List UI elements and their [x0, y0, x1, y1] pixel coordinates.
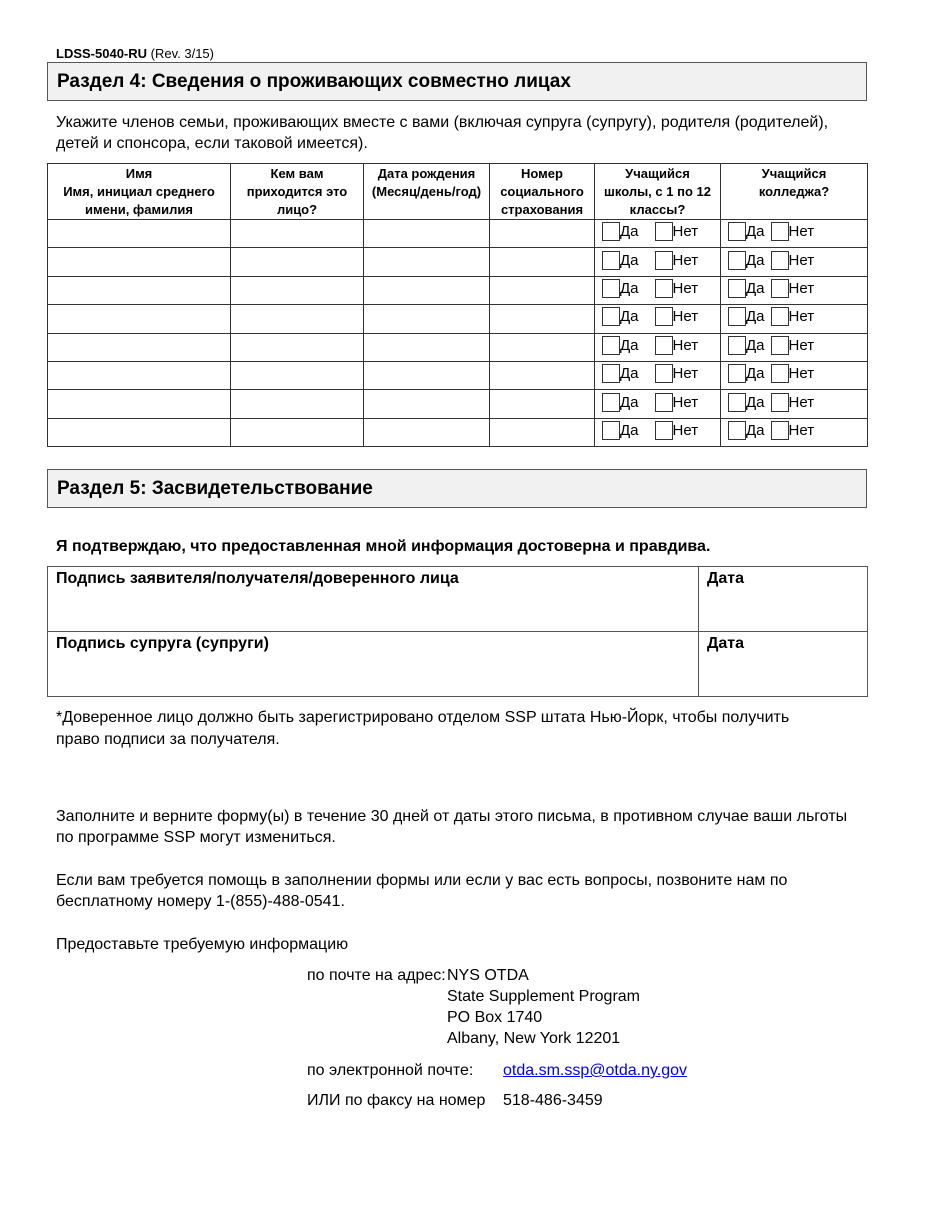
school-student-cell — [595, 276, 721, 304]
provide-info-heading: Предоставьте требуемую информацию — [56, 936, 349, 953]
college-no-label: Нет — [788, 223, 815, 241]
school-yes-label: Да — [620, 421, 639, 439]
college-yes-label: Да — [746, 421, 765, 439]
table-row — [48, 305, 868, 333]
college-yes-checkbox[interactable] — [728, 307, 746, 326]
college-yes-label: Да — [746, 279, 765, 297]
school-no-checkbox[interactable] — [655, 393, 673, 412]
college-student-cell — [721, 305, 868, 333]
ssn-cell[interactable] — [490, 418, 595, 446]
college-yes-label: Да — [746, 308, 765, 326]
college-student-cell — [721, 333, 868, 361]
college-yes-label: Да — [746, 251, 765, 269]
college-no-label: Нет — [788, 421, 815, 439]
school-yes-label: Да — [620, 393, 639, 411]
table-row — [48, 333, 868, 361]
college-yes-checkbox[interactable] — [728, 336, 746, 355]
name-cell[interactable] — [48, 390, 231, 418]
school-student-cell — [595, 390, 721, 418]
relationship-cell[interactable] — [231, 418, 364, 446]
school-yes-checkbox[interactable] — [602, 421, 620, 440]
mailing-address — [447, 965, 640, 1049]
college-no-checkbox[interactable] — [771, 222, 789, 241]
section-4-intro: Укажите членов семьи, проживающих вместе с вами (включая супруга (супругу), родителя (родителей), детей и спонсора, если таковой имеется). — [56, 114, 829, 152]
college-no-checkbox[interactable] — [771, 421, 789, 440]
school-no-checkbox[interactable] — [655, 336, 673, 355]
table-row — [48, 276, 868, 304]
spouse-date-field[interactable]: Дата — [699, 632, 868, 697]
address-line: State Supplement Program — [447, 988, 640, 1005]
college-yes-checkbox[interactable] — [728, 364, 746, 383]
ssn-cell[interactable] — [490, 305, 595, 333]
signature-row — [48, 567, 868, 632]
school-no-label: Нет — [672, 223, 699, 241]
college-yes-checkbox[interactable] — [728, 222, 746, 241]
birthdate-cell[interactable] — [364, 418, 490, 446]
birthdate-cell[interactable] — [364, 248, 490, 276]
school-no-label: Нет — [672, 365, 699, 383]
college-no-label: Нет — [788, 336, 815, 354]
name-cell[interactable] — [48, 276, 231, 304]
school-no-checkbox[interactable] — [655, 307, 673, 326]
signature-table — [47, 566, 868, 697]
table-row — [48, 418, 868, 446]
school-yes-label: Да — [620, 223, 639, 241]
school-no-checkbox[interactable] — [655, 222, 673, 241]
school-yes-label: Да — [620, 251, 639, 269]
school-yes-label: Да — [620, 365, 639, 383]
birthdate-cell[interactable] — [364, 390, 490, 418]
col-header-birthdate: Дата рождения (Месяц/день/год) — [364, 164, 490, 220]
college-yes-checkbox[interactable] — [728, 279, 746, 298]
school-no-label: Нет — [672, 308, 699, 326]
school-student-cell — [595, 418, 721, 446]
school-yes-checkbox[interactable] — [602, 251, 620, 270]
college-no-checkbox[interactable] — [771, 307, 789, 326]
school-yes-label: Да — [620, 279, 639, 297]
birthdate-cell[interactable] — [364, 305, 490, 333]
name-cell[interactable] — [48, 361, 231, 389]
address-line: Albany, New York 12201 — [447, 1030, 621, 1047]
applicant-signature-field[interactable]: Подпись заявителя/получателя/доверенного лица — [48, 567, 699, 632]
relationship-cell[interactable] — [231, 276, 364, 304]
college-student-cell — [721, 418, 868, 446]
school-yes-label: Да — [620, 336, 639, 354]
fax-label: ИЛИ по факсу на номер — [307, 1092, 486, 1109]
table-row — [48, 248, 868, 276]
table-row — [48, 220, 868, 248]
college-yes-label: Да — [746, 393, 765, 411]
ssn-cell[interactable] — [490, 361, 595, 389]
ssn-cell[interactable] — [490, 220, 595, 248]
ssn-cell[interactable] — [490, 390, 595, 418]
name-cell[interactable] — [48, 305, 231, 333]
spouse-signature-field[interactable]: Подпись супруга (супруги) — [48, 632, 699, 697]
col-header-name: Имя Имя, инициал среднего имени, фамилия — [48, 164, 231, 220]
name-cell[interactable] — [48, 418, 231, 446]
address-line: PO Box 1740 — [447, 1009, 543, 1026]
signature-row — [48, 632, 868, 697]
school-no-label: Нет — [672, 393, 699, 411]
ssn-cell[interactable] — [490, 248, 595, 276]
household-table-header — [48, 164, 868, 220]
college-no-checkbox[interactable] — [771, 336, 789, 355]
college-no-label: Нет — [788, 365, 815, 383]
section-5-header: Раздел 5: Засвидетельствование — [47, 469, 867, 508]
email-link[interactable]: otda.sm.ssp@otda.ny.gov — [503, 1062, 688, 1079]
school-yes-checkbox[interactable] — [602, 222, 620, 241]
birthdate-cell[interactable] — [364, 220, 490, 248]
email-label: по электронной почте: — [307, 1062, 474, 1079]
school-no-label: Нет — [672, 421, 699, 439]
school-no-label: Нет — [672, 279, 699, 297]
relationship-cell[interactable] — [231, 390, 364, 418]
form-revision: (Rev. 3/15) — [150, 46, 214, 61]
relationship-cell[interactable] — [231, 361, 364, 389]
college-yes-label: Да — [746, 336, 765, 354]
ssn-cell[interactable] — [490, 276, 595, 304]
school-student-cell — [595, 220, 721, 248]
school-student-cell — [595, 333, 721, 361]
college-student-cell — [721, 390, 868, 418]
birthdate-cell[interactable] — [364, 361, 490, 389]
ssn-cell[interactable] — [490, 333, 595, 361]
school-no-label: Нет — [672, 251, 699, 269]
college-no-checkbox[interactable] — [771, 251, 789, 270]
college-student-cell — [721, 248, 868, 276]
college-yes-checkbox[interactable] — [728, 421, 746, 440]
table-row — [48, 390, 868, 418]
certification-statement: Я подтверждаю, что предоставленная мной информация достоверна и правдива. — [56, 538, 711, 555]
school-no-label: Нет — [672, 336, 699, 354]
school-no-checkbox[interactable] — [655, 364, 673, 383]
relationship-cell[interactable] — [231, 333, 364, 361]
relationship-cell[interactable] — [231, 220, 364, 248]
college-yes-checkbox[interactable] — [728, 393, 746, 412]
college-no-checkbox[interactable] — [771, 364, 789, 383]
school-no-checkbox[interactable] — [655, 421, 673, 440]
fax-number: 518-486-3459 — [503, 1092, 603, 1109]
college-yes-label: Да — [746, 223, 765, 241]
college-no-label: Нет — [788, 279, 815, 297]
college-no-checkbox[interactable] — [771, 393, 789, 412]
form-id — [56, 46, 214, 61]
birthdate-cell[interactable] — [364, 333, 490, 361]
college-no-label: Нет — [788, 251, 815, 269]
school-student-cell — [595, 248, 721, 276]
applicant-date-field[interactable]: Дата — [699, 567, 868, 632]
col-header-relationship: Кем вам приходится это лицо? — [231, 164, 364, 220]
name-cell[interactable] — [48, 248, 231, 276]
college-student-cell — [721, 276, 868, 304]
school-student-cell — [595, 361, 721, 389]
school-yes-checkbox[interactable] — [602, 393, 620, 412]
college-student-cell — [721, 220, 868, 248]
birthdate-cell[interactable] — [364, 276, 490, 304]
college-no-checkbox[interactable] — [771, 279, 789, 298]
school-yes-checkbox[interactable] — [602, 336, 620, 355]
form-code: LDSS-5040-RU — [56, 46, 148, 61]
name-cell[interactable] — [48, 220, 231, 248]
school-yes-label: Да — [620, 308, 639, 326]
school-yes-checkbox[interactable] — [602, 307, 620, 326]
col-header-ssn: Номер социального страхования — [490, 164, 595, 220]
school-no-checkbox[interactable] — [655, 251, 673, 270]
school-no-checkbox[interactable] — [655, 279, 673, 298]
help-instructions: Если вам требуется помощь в заполнении формы или если у вас есть вопросы, позвоните нам по бесплатному номеру 1-(855)-488-0541. — [56, 872, 788, 910]
college-yes-label: Да — [746, 365, 765, 383]
school-yes-checkbox[interactable] — [602, 364, 620, 383]
college-no-label: Нет — [788, 393, 815, 411]
table-row — [48, 361, 868, 389]
household-table — [47, 163, 868, 447]
representative-note: *Доверенное лицо должно быть зарегистрировано отделом SSP штата Нью-Йорк, чтобы получить право подписи за получателя. — [56, 709, 790, 748]
name-cell[interactable] — [48, 333, 231, 361]
school-student-cell — [595, 305, 721, 333]
relationship-cell[interactable] — [231, 305, 364, 333]
deadline-instructions: Заполните и верните форму(ы) в течение 30 дней от даты этого письма, в противном случае ваши льготы по программе SSP могут измениться. — [56, 808, 848, 846]
mail-label: по почте на адрес: — [307, 967, 446, 984]
college-student-cell — [721, 361, 868, 389]
college-no-label: Нет — [788, 308, 815, 326]
section-4-header: Раздел 4: Сведения о проживающих совместно лицах — [47, 62, 867, 101]
school-yes-checkbox[interactable] — [602, 279, 620, 298]
address-line: NYS OTDA — [447, 967, 529, 984]
col-header-school-student: Учащийся школы, с 1 по 12 классы? — [595, 164, 721, 220]
college-yes-checkbox[interactable] — [728, 251, 746, 270]
relationship-cell[interactable] — [231, 248, 364, 276]
col-header-college-student: Учащийся колледжа? — [721, 164, 868, 220]
